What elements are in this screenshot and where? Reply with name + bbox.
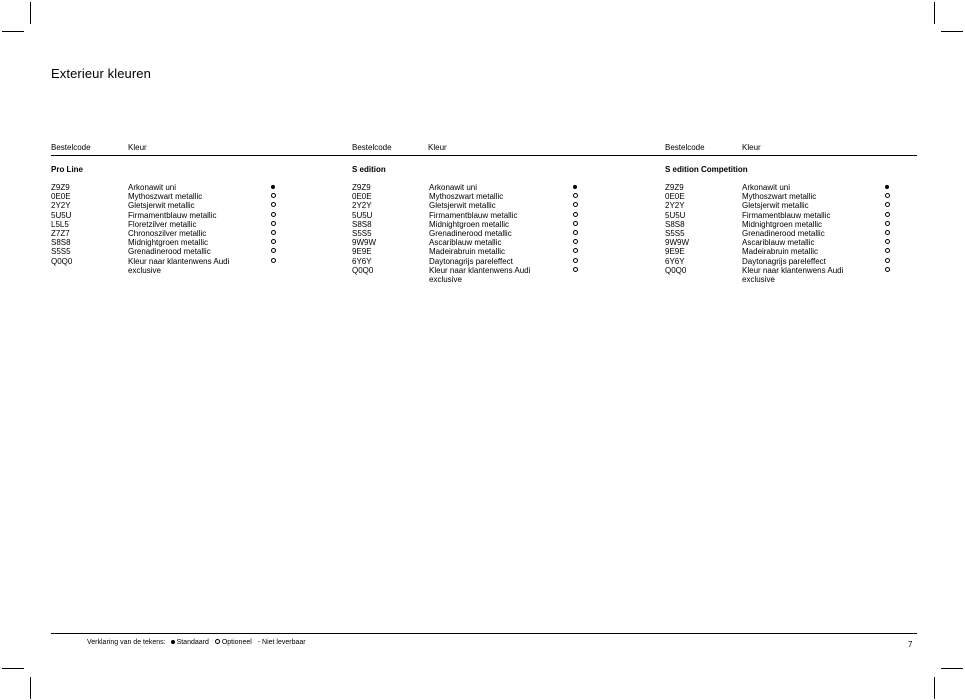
edition-heading-pro-line: Pro Line [51, 165, 84, 174]
edition-heading-s-edition-competition: S edition Competition [665, 165, 748, 174]
color-name: Firmamentblauw metallic [429, 210, 518, 220]
table-row [352, 192, 579, 201]
color-name: Gletsjerwit metallic [128, 201, 195, 211]
crop-mark [941, 31, 963, 32]
table-row [665, 220, 891, 229]
optional-circle-icon [883, 192, 891, 201]
order-code: Z9Z9 [51, 183, 70, 192]
order-code: Z9Z9 [665, 183, 684, 192]
order-code: 2Y2Y [51, 201, 71, 211]
order-code: 9W9W [352, 238, 376, 248]
crop-mark [934, 2, 935, 24]
order-code: 5U5U [51, 210, 72, 220]
order-code: 5U5U [352, 210, 373, 220]
legend-not-available: - Niet leverbaar [257, 639, 306, 646]
order-code: 9W9W [665, 238, 689, 248]
order-code: S8S8 [665, 219, 685, 229]
optional-circle-icon [269, 192, 277, 201]
table-row [51, 247, 277, 256]
legend [87, 639, 306, 646]
color-name: Ascariblauw metallic [742, 238, 815, 248]
optional-circle-icon [883, 238, 891, 247]
table-row [51, 201, 277, 210]
order-code: 9E9E [665, 247, 685, 257]
optional-circle-icon [571, 220, 579, 229]
color-name: Midnightgroen metallic [128, 238, 209, 248]
table-row [352, 238, 579, 247]
optional-circle-icon [269, 257, 277, 266]
table-row [665, 183, 891, 192]
optional-circle-icon [269, 220, 277, 229]
order-code: S8S8 [51, 238, 71, 248]
optional-circle-icon [883, 201, 891, 210]
table-row [51, 211, 277, 220]
order-code: S5S5 [665, 229, 685, 239]
table-row [352, 229, 579, 238]
color-name: Midnightgroen metallic [742, 219, 823, 229]
color-name: Arkonawit uni [742, 183, 791, 192]
crop-mark [2, 31, 24, 32]
order-code: 2Y2Y [352, 201, 372, 211]
color-name: Arkonawit uni [429, 183, 478, 192]
color-name: Kleur naar klantenwens Audi exclusive [742, 265, 844, 285]
table-row [51, 229, 277, 238]
table-row [352, 211, 579, 220]
table-row [51, 220, 277, 229]
table-row [51, 257, 277, 275]
optional-circle-icon [269, 211, 277, 220]
table-row [665, 192, 891, 201]
order-code: 6Y6Y [352, 256, 372, 266]
color-name: Grenadinerood metallic [128, 247, 211, 257]
legend-prefix: Verklaring van de tekens: [87, 639, 166, 646]
color-list-s-edition [352, 183, 579, 284]
standard-dot-icon [171, 640, 175, 644]
optional-circle-icon [883, 266, 891, 275]
table-row [665, 238, 891, 247]
optional-circle-icon [269, 201, 277, 210]
color-name: Arkonawit uni [128, 183, 177, 192]
optional-circle-icon [883, 211, 891, 220]
order-code: 9E9E [352, 247, 372, 257]
color-name: Gletsjerwit metallic [742, 201, 809, 211]
optional-circle-icon [883, 229, 891, 238]
order-code: Q0Q0 [352, 265, 374, 275]
color-name: Floretzilver metallic [128, 219, 197, 229]
order-code: Z7Z7 [51, 229, 70, 239]
table-row [352, 257, 579, 266]
color-name: Grenadinerood metallic [742, 229, 825, 239]
order-code: S8S8 [352, 219, 372, 229]
order-code: 6Y6Y [665, 256, 685, 266]
order-code: 0E0E [665, 192, 685, 202]
optional-circle-icon [269, 238, 277, 247]
order-code: Q0Q0 [665, 265, 687, 275]
table-row [665, 266, 891, 284]
order-code: S5S5 [352, 229, 372, 239]
order-code: L5L5 [51, 219, 69, 229]
crop-mark [30, 677, 31, 699]
color-name: Firmamentblauw metallic [742, 210, 831, 220]
color-name: Grenadinerood metallic [429, 229, 512, 239]
page-number: 7 [908, 640, 913, 649]
order-code: 0E0E [352, 192, 372, 202]
column-header-color: Kleur [128, 143, 147, 152]
standard-dot-icon [571, 183, 579, 192]
color-name: Ascariblauw metallic [429, 238, 502, 248]
color-name: Midnightgroen metallic [429, 219, 510, 229]
order-code: Q0Q0 [51, 256, 73, 266]
crop-mark [2, 668, 24, 669]
column-header-code: Bestelcode [352, 143, 392, 152]
table-row [665, 247, 891, 256]
order-code: 2Y2Y [665, 201, 685, 211]
footer-divider [51, 633, 917, 634]
optional-circle-icon [571, 266, 579, 275]
crop-mark [934, 677, 935, 699]
column-header-color: Kleur [742, 143, 761, 152]
optional-circle-icon [571, 192, 579, 201]
color-name: Gletsjerwit metallic [429, 201, 496, 211]
color-name: Kleur naar klantenwens Audi exclusive [429, 265, 531, 285]
header-divider [51, 155, 917, 156]
color-name: Mythoszwart metallic [742, 192, 817, 202]
color-name: Mythoszwart metallic [429, 192, 504, 202]
column-header-color: Kleur [428, 143, 447, 152]
optional-circle-icon [215, 639, 220, 644]
color-name: Kleur naar klantenwens Audi exclusive [128, 256, 230, 275]
order-code: 0E0E [51, 192, 71, 202]
optional-circle-icon [883, 257, 891, 266]
column-header-code: Bestelcode [51, 143, 91, 152]
edition-heading-s-edition: S edition [352, 165, 386, 174]
table-row [665, 257, 891, 266]
standard-dot-icon [269, 183, 277, 192]
table-row [352, 220, 579, 229]
order-code: Z9Z9 [352, 183, 371, 192]
optional-circle-icon [571, 211, 579, 220]
optional-circle-icon [883, 247, 891, 256]
table-row [51, 238, 277, 247]
color-name: Mythoszwart metallic [128, 192, 203, 202]
table-row [51, 183, 277, 192]
order-code: 5U5U [665, 210, 686, 220]
table-row [352, 201, 579, 210]
color-list-pro-line [51, 183, 277, 275]
table-row [51, 192, 277, 201]
legend-optional: Optioneel [221, 639, 252, 646]
crop-mark [30, 2, 31, 24]
optional-circle-icon [269, 247, 277, 256]
color-name: Chronoszilver metallic [128, 229, 207, 239]
table-row [352, 266, 579, 284]
crop-mark [941, 668, 963, 669]
standard-dot-icon [883, 183, 891, 192]
optional-circle-icon [883, 220, 891, 229]
optional-circle-icon [269, 229, 277, 238]
color-name: Daytonagrijs pareleffect [429, 256, 513, 266]
table-row [665, 229, 891, 238]
color-name: Madeirabruin metallic [429, 247, 506, 257]
optional-circle-icon [571, 238, 579, 247]
optional-circle-icon [571, 201, 579, 210]
legend-standard: Standaard [176, 639, 209, 646]
table-row [665, 211, 891, 220]
table-row [352, 247, 579, 256]
color-name: Firmamentblauw metallic [128, 210, 217, 220]
column-header-code: Bestelcode [665, 143, 705, 152]
page-title: Exterieur kleuren [51, 66, 151, 81]
optional-circle-icon [571, 247, 579, 256]
table-row [665, 201, 891, 210]
color-name: Madeirabruin metallic [742, 247, 819, 257]
table-row [352, 183, 579, 192]
order-code: S5S5 [51, 247, 71, 257]
color-name: Daytonagrijs pareleffect [742, 256, 826, 266]
color-list-s-edition-competition [665, 183, 891, 284]
optional-circle-icon [571, 257, 579, 266]
optional-circle-icon [571, 229, 579, 238]
